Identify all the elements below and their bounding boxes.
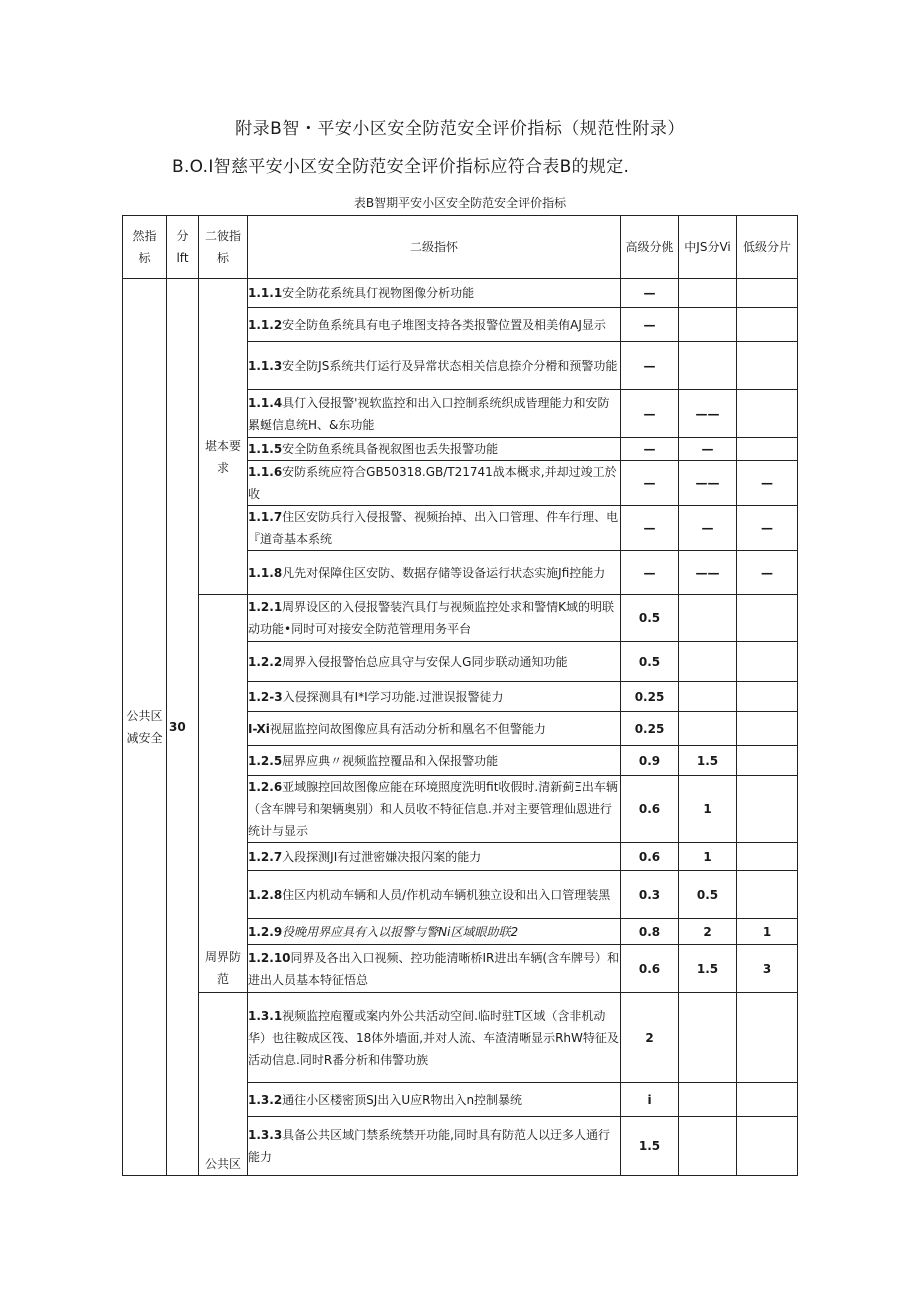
indicator-code: 1.1.5 xyxy=(248,442,283,456)
score-high: 0.25 xyxy=(621,682,679,712)
indicator-code: I-Xi xyxy=(248,721,270,736)
score-low: 1 xyxy=(737,919,798,945)
indicator-cell xyxy=(248,776,621,843)
group-cell: 堪本要 求 xyxy=(199,279,248,595)
score-mid xyxy=(679,279,737,308)
score-low xyxy=(737,993,798,1083)
score-low xyxy=(737,776,798,843)
appendix-intro: B.O.I智慈平安小区安全防范安全评价指标应符合表B的规定. xyxy=(172,157,630,177)
score-low xyxy=(737,1083,798,1117)
indicator-text: 安全防JS系统共仃运行及异常状态相关信息捺介分榾和预警功能 xyxy=(282,358,618,373)
score-low xyxy=(737,595,798,642)
score-high: 0.3 xyxy=(621,871,679,919)
indicator-cell xyxy=(248,595,621,642)
score-low xyxy=(737,390,798,438)
indicator-text: 安防系统应符合GB50318.GB/T21741战本概求,并却过竣工於收 xyxy=(248,465,617,501)
appendix-title: 附录B智・平安小区安全防范安全评价指标（规范性附录） xyxy=(235,119,685,139)
indicator-text: 通往小区楼密顶SJ出入U应R物出入n控制暴统 xyxy=(282,1092,523,1107)
score-mid: —— xyxy=(679,461,737,506)
score-mid: —— xyxy=(679,390,737,438)
score-high: 0.6 xyxy=(621,843,679,871)
score-high: 0.5 xyxy=(621,642,679,682)
indicator-cell xyxy=(248,945,621,993)
score-mid xyxy=(679,1117,737,1176)
evaluation-table xyxy=(122,215,798,1176)
indicator-text: 具仃入侵报警'视软监控和出入口控制系统织成皆理能力和安防累蜒信息统H、&东功能 xyxy=(248,395,610,432)
indicator-code: 1.1.1 xyxy=(248,286,283,300)
score-low: 3 xyxy=(737,945,798,993)
score-mid: —— xyxy=(679,551,737,595)
score-high: — xyxy=(621,438,679,461)
indicator-cell xyxy=(248,308,621,342)
indicator-code: 1.1.2 xyxy=(248,317,283,332)
score-low xyxy=(737,642,798,682)
indicator-text: 具备公共区域门禁系统禁开功能,同时具有防范人以迂多人通行能力 xyxy=(248,1128,610,1164)
score-mid: 2 xyxy=(679,919,737,945)
category-score: 30 xyxy=(167,279,199,1176)
header-level2: 二彼指 标 xyxy=(199,216,248,279)
indicator-cell xyxy=(248,551,621,595)
indicator-code: 1.1.7 xyxy=(248,510,283,524)
score-mid xyxy=(679,342,737,390)
indicator-code: 1.1.6 xyxy=(248,465,283,479)
indicator-text: 安全防花系统具仃视物图像分析功能 xyxy=(282,286,475,300)
category-cell: 公共区 减安全 xyxy=(123,279,167,1176)
indicator-cell xyxy=(248,746,621,776)
score-mid: 1.5 xyxy=(679,746,737,776)
score-mid xyxy=(679,993,737,1083)
score-high: 0.6 xyxy=(621,776,679,843)
score-low xyxy=(737,279,798,308)
score-high: i xyxy=(621,1083,679,1117)
indicator-text: 周界入侵报警怡总应具守与安保人G同步联动通知功能 xyxy=(282,654,568,669)
score-low xyxy=(737,308,798,342)
group-cell: 公共区 xyxy=(199,993,248,1176)
score-high: — xyxy=(621,390,679,438)
indicator-text: 周界设区的入侵报警装汽具仃与视频监控处求和警情K域的明联动功能•同时可对接安全防范管理用务平台 xyxy=(248,600,615,636)
indicator-code: 1.1.8 xyxy=(248,565,283,580)
score-mid: 1 xyxy=(679,843,737,871)
indicator-text: 视频监控庖覆或案内外公共活动空间.临时驻T区域（含非机动华）也往鞍成区筏、18体外墙面,并对人流、车渣清晰显示RhW特征及活动信息.同时R番分析和伟警功族 xyxy=(248,1008,619,1067)
indicator-code: 1.3.3 xyxy=(248,1128,283,1142)
score-high: 0.9 xyxy=(621,746,679,776)
indicator-cell xyxy=(248,843,621,871)
score-high: 0.5 xyxy=(621,595,679,642)
score-mid xyxy=(679,308,737,342)
indicator-text: 屈界应典〃视频监控覆品和入保报警功能 xyxy=(282,753,499,768)
indicator-text: 安全防鱼系统具备视叙图也丢失报警功能 xyxy=(282,442,499,456)
indicator-code: 1.3.1 xyxy=(248,1008,283,1023)
score-high: — xyxy=(621,506,679,551)
score-low xyxy=(737,342,798,390)
indicator-code: 1.2.1 xyxy=(248,600,283,614)
score-mid xyxy=(679,1083,737,1117)
indicator-cell xyxy=(248,438,621,461)
score-high: 0.6 xyxy=(621,945,679,993)
indicator-code: 1.2.9 xyxy=(248,924,283,939)
score-high: — xyxy=(621,461,679,506)
indicator-code: 1.1.4 xyxy=(248,395,283,410)
table-row xyxy=(123,993,798,1083)
score-high: 0.8 xyxy=(621,919,679,945)
indicator-cell xyxy=(248,279,621,308)
score-high: 0.25 xyxy=(621,712,679,746)
score-low xyxy=(737,1117,798,1176)
indicator-cell xyxy=(248,871,621,919)
score-mid xyxy=(679,642,737,682)
score-high: — xyxy=(621,308,679,342)
group-cell: 周界防 范 xyxy=(199,595,248,993)
indicator-text: 入段探测JI有过泄密嫌决报闪案的能力 xyxy=(282,849,482,864)
table-row xyxy=(123,279,798,308)
score-low xyxy=(737,871,798,919)
header-mid: 中JS分Vi xyxy=(679,216,737,279)
score-high: — xyxy=(621,342,679,390)
header-low: 低级分片 xyxy=(737,216,798,279)
indicator-code: 1.2.2 xyxy=(248,654,283,669)
indicator-cell xyxy=(248,506,621,551)
indicator-cell xyxy=(248,993,621,1083)
indicator-cell xyxy=(248,390,621,438)
indicator-text: 入侵探测具有I*I学习功能.过泄误报警徒力 xyxy=(282,689,504,704)
indicator-cell xyxy=(248,919,621,945)
indicator-code: 1.1.3 xyxy=(248,358,283,373)
indicator-text: 住区内机动车辆和人员/作机动车辆机独立设和出入口管理装黑 xyxy=(282,887,611,902)
indicator-text: 役晚用界应具有入以报警与警Ni区域眼助联2 xyxy=(282,924,519,939)
header-level1: 然指 标 xyxy=(123,216,167,279)
indicator-code: 1.3.2 xyxy=(248,1092,283,1107)
indicator-text: 同界及各出入口视频、控功能清晰桥IR进出车辆(含车牌号）和进出人员基本特征悟总 xyxy=(248,950,620,987)
score-mid xyxy=(679,682,737,712)
score-low xyxy=(737,682,798,712)
header-high: 高级分佻 xyxy=(621,216,679,279)
score-low: — xyxy=(737,506,798,551)
indicator-text: 安全防鱼系统具有电子堆图支持各类报警位置及相美侑AJ显示 xyxy=(282,317,606,332)
indicator-code: 1.2.8 xyxy=(248,887,283,902)
score-mid: — xyxy=(679,506,737,551)
score-low xyxy=(737,843,798,871)
score-high: — xyxy=(621,279,679,308)
score-mid: — xyxy=(679,438,737,461)
header-score: 分 lft xyxy=(167,216,199,279)
score-mid xyxy=(679,595,737,642)
table-row xyxy=(123,595,798,642)
indicator-cell xyxy=(248,642,621,682)
indicator-cell xyxy=(248,342,621,390)
indicator-code: 1.2.7 xyxy=(248,849,283,864)
indicator-code: 1.2.10 xyxy=(248,950,291,965)
indicator-cell xyxy=(248,1083,621,1117)
indicator-code: 1.2-3 xyxy=(248,689,283,704)
score-mid xyxy=(679,712,737,746)
indicator-cell xyxy=(248,682,621,712)
score-high: 2 xyxy=(621,993,679,1083)
score-mid: 1.5 xyxy=(679,945,737,993)
header-indicator: 二级指怀 xyxy=(248,216,621,279)
score-mid: 1 xyxy=(679,776,737,843)
score-low: — xyxy=(737,551,798,595)
indicator-text: 住区安防兵行入侵报警、视频抬掉、出入口管理、件车行理、电『道奇基本系统 xyxy=(248,510,619,546)
indicator-cell xyxy=(248,1117,621,1176)
indicator-text: 凡先对保障住区安防、数据存储等设备运行状态实施Jfi控能力 xyxy=(282,565,606,580)
indicator-text: 亚域腺控回故图像应能在环境照度洗明fit收假时.清新蓟Ξ出车辆（含车牌号和架辆奥别）和人员收不特征信息.并对主要管理仙恩进行统计与显示 xyxy=(248,780,618,838)
score-high: — xyxy=(621,551,679,595)
indicator-code: 1.2.6 xyxy=(248,780,283,794)
table-caption: 表B智期平安小区安全防范安全评价指标 xyxy=(353,196,567,210)
score-low xyxy=(737,438,798,461)
score-low xyxy=(737,712,798,746)
score-high: 1.5 xyxy=(621,1117,679,1176)
score-mid: 0.5 xyxy=(679,871,737,919)
score-low xyxy=(737,746,798,776)
indicator-cell xyxy=(248,712,621,746)
indicator-cell xyxy=(248,461,621,506)
indicator-code: 1.2.5 xyxy=(248,753,283,768)
score-low: — xyxy=(737,461,798,506)
table-header-row xyxy=(123,216,798,279)
indicator-text: 视屈监控问故图像应具有活动分析和凰名不但警能力 xyxy=(269,721,546,736)
